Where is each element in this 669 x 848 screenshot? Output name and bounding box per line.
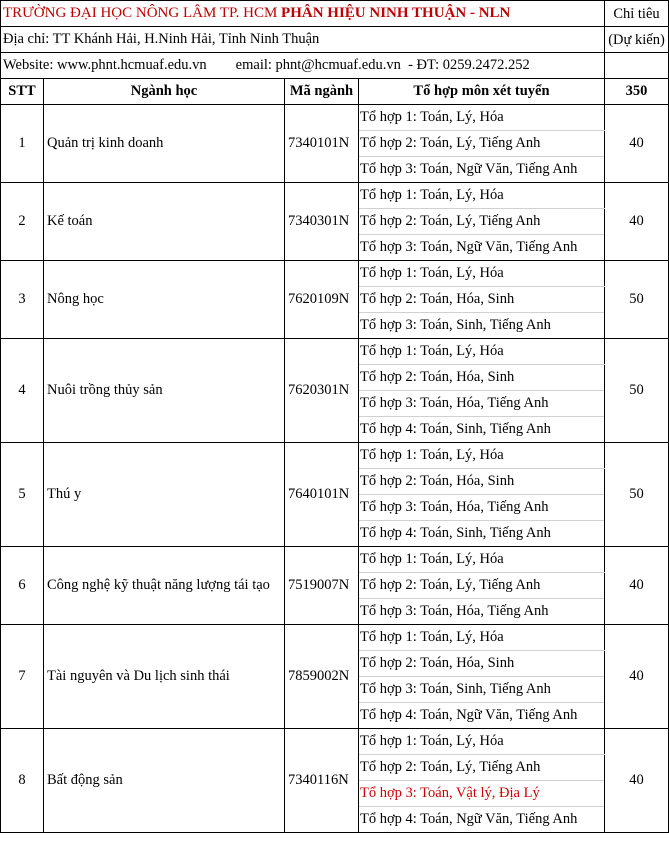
row-combo: Tổ hợp 2: Toán, Lý, Tiếng Anh <box>359 131 605 157</box>
row-quota: 40 <box>605 105 669 183</box>
row-combo: Tổ hợp 3: Toán, Sinh, Tiếng Anh <box>359 313 605 339</box>
row-combo: Tổ hợp 3: Toán, Hóa, Tiếng Anh <box>359 495 605 521</box>
table-row <box>1 625 669 651</box>
school-prefix: TRƯỜNG ĐẠI HỌC NÔNG LÂM TP. HCM <box>3 5 278 21</box>
table-row <box>1 183 669 209</box>
row-combo: Tổ hợp 4: Toán, Sinh, Tiếng Anh <box>359 417 605 443</box>
row-quota: 40 <box>605 625 669 729</box>
row-combo: Tổ hợp 2: Toán, Hóa, Sinh <box>359 651 605 677</box>
row-combo: Tổ hợp 3: Toán, Ngữ Văn, Tiếng Anh <box>359 235 605 261</box>
row-combo: Tổ hợp 3: Toán, Hóa, Tiếng Anh <box>359 391 605 417</box>
row-combo: Tổ hợp 2: Toán, Lý, Tiếng Anh <box>359 209 605 235</box>
header-row-title <box>1 1 669 27</box>
row-major: Nông học <box>44 261 285 339</box>
row-code: 7340301N <box>285 183 359 261</box>
row-major: Tài nguyên và Du lịch sinh thái <box>44 625 285 729</box>
col-header-code: Mã ngành <box>285 79 359 105</box>
quota-label-1: Chỉ tiêu <box>605 1 669 27</box>
row-combo: Tổ hợp 3: Toán, Hóa, Tiếng Anh <box>359 599 605 625</box>
row-stt: 4 <box>1 339 44 443</box>
row-combo: Tổ hợp 4: Toán, Ngữ Văn, Tiếng Anh <box>359 807 605 833</box>
row-major: Nuôi trồng thủy sản <box>44 339 285 443</box>
table-row <box>1 729 669 755</box>
row-major: Bất động sản <box>44 729 285 833</box>
row-combo: Tổ hợp 1: Toán, Lý, Hóa <box>359 625 605 651</box>
row-code: 7519007N <box>285 547 359 625</box>
row-code: 7620109N <box>285 261 359 339</box>
table-row <box>1 261 669 287</box>
row-combo: Tổ hợp 2: Toán, Lý, Tiếng Anh <box>359 755 605 781</box>
row-stt: 1 <box>1 105 44 183</box>
row-stt: 3 <box>1 261 44 339</box>
row-combo: Tổ hợp 4: Toán, Sinh, Tiếng Anh <box>359 521 605 547</box>
quota-label-2: (Dự kiến) <box>605 27 669 53</box>
row-code: 7340101N <box>285 105 359 183</box>
header-row-address <box>1 27 669 53</box>
quota-spacer <box>605 53 669 79</box>
row-combo: Tổ hợp 3: Toán, Vật lý, Địa Lý <box>359 781 605 807</box>
row-quota: 40 <box>605 547 669 625</box>
row-quota: 40 <box>605 729 669 833</box>
header-row-contact <box>1 53 669 79</box>
table-row <box>1 547 669 573</box>
row-combo: Tổ hợp 2: Toán, Lý, Tiếng Anh <box>359 573 605 599</box>
table-row <box>1 443 669 469</box>
row-quota: 40 <box>605 183 669 261</box>
table-row <box>1 105 669 131</box>
col-header-major: Ngành học <box>44 79 285 105</box>
row-code: 7859002N <box>285 625 359 729</box>
row-combo: Tổ hợp 2: Toán, Hóa, Sinh <box>359 469 605 495</box>
address-line: Địa chỉ: TT Khánh Hải, H.Ninh Hải, Tỉnh Ninh Thuận <box>1 27 605 53</box>
row-stt: 7 <box>1 625 44 729</box>
school-branch: PHÂN HIỆU NINH THUẬN - NLN <box>281 5 511 21</box>
row-combo: Tổ hợp 1: Toán, Lý, Hóa <box>359 443 605 469</box>
col-header-total-quota: 350 <box>605 79 669 105</box>
row-stt: 2 <box>1 183 44 261</box>
row-combo: Tổ hợp 1: Toán, Lý, Hóa <box>359 261 605 287</box>
row-combo: Tổ hợp 1: Toán, Lý, Hóa <box>359 729 605 755</box>
row-major: Kế toán <box>44 183 285 261</box>
row-code: 7640101N <box>285 443 359 547</box>
row-quota: 50 <box>605 443 669 547</box>
row-stt: 5 <box>1 443 44 547</box>
contact-line: Website: www.phnt.hcmuaf.edu.vn email: phnt@hcmuaf.edu.vn - ĐT: 0259.2472.252 <box>1 53 605 79</box>
row-code: 7340116N <box>285 729 359 833</box>
row-major: Công nghệ kỹ thuật năng lượng tái tạo <box>44 547 285 625</box>
row-combo: Tổ hợp 2: Toán, Hóa, Sinh <box>359 287 605 313</box>
table-row <box>1 339 669 365</box>
row-combo: Tổ hợp 3: Toán, Sinh, Tiếng Anh <box>359 677 605 703</box>
row-quota: 50 <box>605 339 669 443</box>
row-quota: 50 <box>605 261 669 339</box>
row-combo: Tổ hợp 1: Toán, Lý, Hóa <box>359 183 605 209</box>
col-header-combos: Tổ hợp môn xét tuyển <box>359 79 605 105</box>
column-header-row <box>1 79 669 105</box>
school-title <box>1 1 605 27</box>
col-header-stt: STT <box>1 79 44 105</box>
row-combo: Tổ hợp 2: Toán, Hóa, Sinh <box>359 365 605 391</box>
row-major: Quản trị kinh doanh <box>44 105 285 183</box>
row-combo: Tổ hợp 1: Toán, Lý, Hóa <box>359 105 605 131</box>
row-stt: 8 <box>1 729 44 833</box>
row-major: Thú y <box>44 443 285 547</box>
row-combo: Tổ hợp 4: Toán, Ngữ Văn, Tiếng Anh <box>359 703 605 729</box>
row-combo: Tổ hợp 3: Toán, Ngữ Văn, Tiếng Anh <box>359 157 605 183</box>
row-code: 7620301N <box>285 339 359 443</box>
row-combo: Tổ hợp 1: Toán, Lý, Hóa <box>359 339 605 365</box>
row-stt: 6 <box>1 547 44 625</box>
row-combo: Tổ hợp 1: Toán, Lý, Hóa <box>359 547 605 573</box>
